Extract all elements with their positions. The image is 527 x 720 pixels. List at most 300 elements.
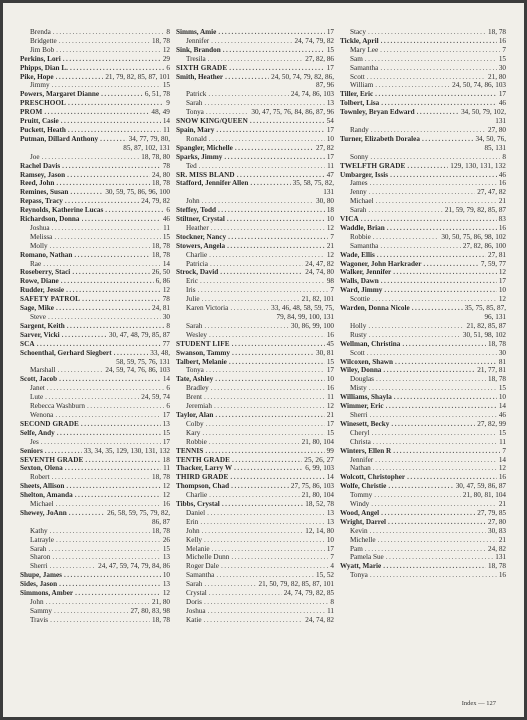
dot-leader [50, 527, 150, 536]
index-entry [340, 108, 506, 126]
entry-pages-continued: 87, 96 [316, 81, 334, 90]
index-entry [340, 553, 506, 562]
entry-name: Misty [350, 384, 367, 393]
entry-pages: 6 [166, 63, 170, 72]
index-entry [340, 188, 506, 197]
index-entry [340, 366, 506, 375]
index-entry [20, 242, 170, 251]
entry-name: Stafford, Jennifer Allen [176, 179, 249, 188]
dot-leader [59, 580, 161, 589]
index-entry [176, 206, 334, 215]
entry-pages: 15, 52 [316, 571, 334, 580]
index-entry [340, 28, 506, 37]
index-entry [340, 295, 506, 304]
entry-name: Stacy [350, 28, 366, 36]
index-entry [20, 126, 170, 135]
index-entry [20, 589, 170, 598]
dot-leader [376, 197, 497, 206]
index-entry [340, 242, 506, 251]
entry-name: Pruitt, Casie [20, 117, 59, 126]
dot-leader [393, 268, 497, 277]
entry-pages: 17 [498, 277, 506, 286]
entry-pages-continued: 58, 59, 75, 76, 131 [116, 357, 170, 366]
entry-pages: 21, 59, 79, 82, 85, 87 [444, 206, 506, 215]
entry-name: VICA [340, 215, 359, 224]
entry-name: William [350, 81, 374, 90]
entry-pages: 10 [326, 134, 334, 143]
entry-name: Holly [350, 321, 367, 330]
entry-name: Simms, Amie [176, 28, 217, 36]
dot-leader [218, 28, 324, 37]
index-entry [340, 260, 506, 269]
entry-pages-continued: 131 [323, 188, 334, 197]
entry-pages: 12 [326, 223, 334, 232]
entry-pages: 45 [326, 339, 334, 348]
index-entry [340, 545, 506, 554]
dot-leader [65, 197, 139, 206]
entry-pages: 18, 78 [152, 179, 170, 188]
entry-pages: 27, 82, 86, 100 [462, 241, 506, 250]
dot-leader [57, 429, 161, 438]
index-entry [340, 411, 506, 420]
entry-name: Doris [186, 598, 202, 606]
entry-name: Putman, Dillard Anthony [20, 134, 99, 143]
entry-pages: 17 [326, 63, 334, 72]
dot-leader [48, 545, 160, 554]
entry-pages: 35, 75, 85, 87, [464, 304, 506, 313]
entry-pages: 27, 80 [488, 517, 506, 526]
entry-name: Nathan [350, 464, 371, 473]
dot-leader [69, 509, 105, 518]
entry-pages: 78 [162, 295, 170, 304]
entry-pages: 24, 47, 59, 74, 79, 84, 86 [98, 562, 170, 571]
entry-pages: 33, 48, [150, 348, 170, 357]
index-entry [340, 286, 506, 295]
entry-name: Wade, Ellis [340, 250, 375, 259]
entry-name: Wiley, Donna [340, 366, 382, 375]
entry-name: Sides, Jason [20, 580, 58, 589]
entry-pages: 17 [162, 410, 170, 419]
index-entry [176, 447, 334, 456]
entry-pages: 30, 50, 75, 86, 98, 102 [441, 232, 506, 241]
dot-leader [373, 233, 440, 242]
dot-leader [63, 55, 161, 64]
entry-name: Smith, Heather [176, 72, 224, 81]
entry-pages: 6 [166, 384, 170, 393]
dot-leader [56, 500, 161, 509]
index-entry [176, 153, 334, 162]
index-entry [340, 491, 506, 500]
dot-leader [383, 366, 475, 375]
entry-pages: 21, 50, 79, 82, 85, 87, 101 [258, 580, 334, 589]
dot-leader [232, 349, 314, 358]
index-entry [176, 233, 334, 242]
dot-leader [52, 553, 160, 562]
entry-pages: 21, 79, 82, 85, 87, 101 [105, 72, 170, 81]
index-entry [176, 304, 334, 322]
index-entry [340, 571, 506, 580]
entry-name: SNOW KING/QUEEN [176, 117, 248, 126]
dot-leader [52, 473, 150, 482]
entry-pages: 8 [166, 28, 170, 36]
entry-name: Scott [350, 348, 365, 357]
entry-name: Travis [30, 615, 49, 624]
dot-leader [56, 46, 161, 55]
dot-leader [54, 233, 160, 242]
entry-name: Sherri [30, 562, 48, 571]
entry-name: Charlie [186, 250, 208, 259]
index-entry [176, 366, 334, 375]
entry-pages: 7 [502, 45, 506, 54]
dot-leader [50, 242, 150, 251]
entry-pages: 14 [162, 259, 170, 268]
index-entry [176, 536, 334, 545]
index-entry [20, 55, 170, 64]
entry-name: Jimmy [30, 81, 50, 90]
entry-pages: 8 [166, 321, 170, 330]
entry-pages: 16 [498, 223, 506, 232]
dot-leader [64, 571, 161, 580]
entry-name: Tibbs, Crystal [176, 500, 220, 509]
entry-name: Sharon [30, 553, 51, 562]
dot-leader [369, 331, 461, 340]
entry-name: Sheets, Allison [20, 482, 65, 491]
dot-leader [209, 251, 325, 260]
index-entry [20, 340, 170, 349]
entry-pages: 11 [163, 125, 170, 134]
entry-pages: 10 [326, 535, 334, 544]
entry-name: Tonya [350, 571, 368, 580]
entry-name: Sarah [186, 99, 203, 108]
entry-pages: 15 [498, 54, 506, 63]
entry-name: Kary [186, 428, 201, 437]
entry-name: TWELFTH GRADE [340, 161, 406, 170]
index-entry [340, 277, 506, 286]
entry-name: Cheryl [350, 428, 370, 437]
entry-pages: 21, 80, 104 [301, 437, 334, 446]
index-entry [20, 393, 170, 402]
entry-name: Tickle, April [340, 36, 379, 45]
entry-name: Sink, Brandon [176, 45, 221, 54]
entry-pages: 21 [498, 500, 506, 509]
index-entry [176, 509, 334, 518]
entry-pages: 16 [326, 384, 334, 393]
entry-name: Powers, Margaret Dianne [20, 90, 100, 99]
dot-leader [231, 553, 328, 562]
entry-pages: 14 [326, 473, 334, 482]
entry-name: Bradley [186, 384, 209, 393]
entry-name: John [186, 526, 200, 535]
dot-leader [209, 331, 325, 340]
index-entry [176, 126, 334, 135]
entry-pages: 30, 80 [316, 197, 334, 206]
page-footer: Index — 127 [461, 700, 496, 707]
entry-pages: 46 [498, 410, 506, 419]
index-entry [20, 438, 170, 447]
entry-pages: 34, 77, 79, 80, [128, 134, 170, 143]
entry-name: Sonny [350, 152, 369, 161]
dot-leader [388, 518, 486, 527]
entry-name: Winesett, Becky [340, 419, 390, 428]
entry-pages: 24, 81 [152, 304, 170, 313]
dot-leader [204, 616, 304, 625]
entry-name: Wolcott, Christopher [340, 473, 406, 482]
entry-name: SEVENTH GRADE [20, 455, 84, 464]
dot-leader [250, 179, 290, 188]
dot-leader [61, 277, 154, 286]
index-entry [176, 464, 334, 473]
dot-leader [371, 126, 486, 135]
entry-name: Reynolds, Katherine Lucas [20, 206, 104, 215]
dot-leader [228, 233, 328, 242]
dot-leader [229, 64, 324, 73]
entry-name: Pamela Sue [350, 553, 384, 562]
dot-leader [204, 393, 325, 402]
entry-pages: 24, 74, 82 [305, 615, 334, 624]
entry-pages: 30, 81 [316, 348, 334, 357]
dot-leader [209, 589, 282, 598]
entry-pages: 18, 78 [488, 339, 506, 348]
entry-name: Sarah [186, 580, 203, 589]
index-entry [20, 46, 170, 55]
entry-pages: 17 [162, 437, 170, 446]
dot-leader [229, 358, 325, 367]
dot-leader [370, 571, 497, 580]
index-entry [340, 73, 506, 82]
index-entry [20, 286, 170, 295]
dot-leader [210, 260, 303, 269]
entry-name: Townley, Bryan Edward [340, 108, 415, 117]
entry-pages: 30, 51, 98, 102 [462, 330, 506, 339]
entry-pages: 25, 26, 27 [304, 455, 334, 464]
dot-leader [41, 438, 161, 447]
entry-pages: 12 [498, 295, 506, 304]
dot-leader [372, 295, 497, 304]
entry-pages: 46 [498, 99, 506, 108]
entry-name: John [30, 598, 44, 606]
entry-pages: 26, 58, 59, 75, 79, 82, [107, 508, 170, 517]
entry-name: Molly [30, 241, 48, 250]
entry-name: Puckett, Heath [20, 125, 66, 134]
dot-leader [204, 580, 256, 589]
dot-leader [59, 375, 161, 384]
entry-pages: 98 [326, 277, 334, 286]
entry-name: Warden, Donna Nicole [340, 304, 410, 313]
entry-name: Remines, Susan [20, 188, 69, 197]
entry-name: SR. MISS BLAND [176, 170, 235, 179]
entry-pages: 15 [162, 232, 170, 241]
index-entry [176, 340, 334, 349]
entry-pages: 21, 80, 104 [301, 491, 334, 500]
dot-leader [390, 171, 497, 180]
index-entry [340, 90, 506, 99]
entry-pages: 24, 47, 82 [305, 259, 334, 268]
entry-name: SIXTH GRADE [176, 63, 228, 72]
dot-leader [376, 375, 486, 384]
entry-name: Sarah [186, 321, 203, 330]
entry-pages: 131 [495, 553, 506, 562]
dot-leader [370, 179, 497, 188]
dot-leader [387, 224, 497, 233]
entry-pages-continued: 85, 131 [484, 143, 506, 152]
index-entry [176, 375, 334, 384]
entry-pages: 16 [498, 36, 506, 45]
index-entry [20, 197, 170, 206]
entry-pages: 10 [326, 215, 334, 224]
entry-name: Joshua [186, 606, 206, 615]
index-entry [176, 162, 334, 171]
entry-name: THIRD GRADE [176, 473, 229, 482]
index-entry [340, 536, 506, 545]
dot-leader [423, 260, 478, 269]
entry-pages: 26, 50 [152, 268, 170, 277]
index-entry [176, 598, 334, 607]
index-entry [20, 188, 170, 197]
entry-pages: 18, 78, 80 [141, 152, 170, 161]
dot-leader [202, 295, 300, 304]
entry-pages: 24, 74, 86, 103 [290, 90, 334, 99]
entry-name: Taylor, Alan [176, 410, 214, 419]
entry-pages: 14 [162, 117, 170, 126]
entry-pages: 21 [326, 241, 334, 250]
index-entry [20, 562, 170, 571]
index-entry [340, 349, 506, 358]
entry-name: Patricia [186, 259, 208, 268]
entry-name: Jeremiah [186, 402, 212, 411]
dot-leader [56, 536, 161, 545]
entry-pages: 15 [162, 81, 170, 90]
index-entry [20, 473, 170, 482]
dot-leader [200, 518, 324, 527]
entry-pages: 34, 50, 76, [475, 134, 506, 143]
dot-leader [224, 153, 324, 162]
dot-leader [204, 536, 325, 545]
index-entry [20, 536, 170, 545]
index-entry [340, 46, 506, 55]
entry-pages: 26 [162, 535, 170, 544]
entry-pages: 15 [162, 428, 170, 437]
entry-name: Samantha [350, 241, 379, 250]
dot-leader [62, 162, 161, 171]
entry-pages: 14 [162, 375, 170, 384]
dot-leader [50, 562, 97, 571]
entry-pages: 15 [326, 357, 334, 366]
entry-pages: 18, 52, 78 [305, 500, 334, 509]
entry-name: Ward, Jimmy [340, 286, 383, 295]
index-entry [340, 482, 506, 491]
entry-name: Melissa [30, 232, 53, 241]
entry-pages: 4 [330, 562, 334, 571]
entry-pages: 24, 79, 82 [141, 197, 170, 206]
dot-leader [377, 251, 486, 260]
entry-pages: 27, 75, 86, 103 [290, 482, 334, 491]
index-entry [20, 607, 170, 616]
entry-name: John [186, 197, 200, 206]
entry-name: Swanson, Tammy [176, 348, 230, 357]
entry-pages: 18, 78 [488, 28, 506, 36]
entry-name: SECOND GRADE [20, 419, 79, 428]
index-entry [20, 179, 170, 188]
dot-leader [101, 90, 143, 99]
index-entry [20, 313, 170, 322]
entry-name: Jenny [350, 188, 367, 197]
dot-leader [369, 188, 475, 197]
index-entry [20, 411, 170, 420]
dot-leader [75, 589, 161, 598]
entry-pages: 30, 83 [488, 526, 506, 535]
entry-name: Tolbert, Lisa [340, 99, 380, 108]
entry-pages-continued: 79, 84, 99, 100, 131 [276, 313, 334, 321]
index-entry [176, 46, 334, 55]
entry-pages: 12 [162, 589, 170, 598]
entry-pages: 12 [498, 464, 506, 473]
index-entry [20, 366, 170, 375]
index-entry [176, 55, 334, 64]
entry-name: Stockner, Nancy [176, 232, 227, 241]
entry-name: Thacker, Larry W [176, 464, 233, 473]
dot-leader [417, 108, 459, 117]
dot-leader [369, 384, 497, 393]
entry-name: Schoenthal, Gerhard Siegbert [20, 348, 112, 357]
dot-leader [407, 473, 497, 482]
index-entry [20, 447, 170, 456]
dot-leader [386, 402, 497, 411]
dot-leader [368, 28, 486, 37]
dot-leader [87, 402, 164, 411]
entry-name: Heather [186, 223, 209, 232]
index-entry [176, 438, 334, 447]
dot-leader [82, 215, 161, 224]
index-entry [20, 527, 170, 536]
entry-pages: 54 [326, 117, 334, 126]
entry-name: Stiltner, Crystal [176, 215, 225, 224]
index-entry [340, 429, 506, 438]
index-entry [176, 260, 334, 269]
entry-pages: 11 [499, 437, 506, 446]
index-entry [20, 331, 170, 340]
dot-leader [371, 500, 497, 509]
entry-name: SCA [20, 339, 35, 348]
index-entry [176, 277, 334, 286]
index-entry [20, 251, 170, 260]
entry-pages: 6, 51, 78 [144, 90, 170, 99]
dot-leader [230, 473, 324, 482]
index-entry [20, 215, 170, 224]
dot-leader [375, 90, 497, 99]
dot-leader [67, 322, 165, 331]
dot-leader [198, 286, 329, 295]
index-entry [340, 402, 506, 411]
dot-leader [222, 500, 303, 509]
entry-name: Joe [30, 152, 40, 161]
entry-name: Iris [186, 286, 196, 295]
entry-name: Sarver, Vicki [20, 330, 60, 339]
dot-leader [215, 411, 324, 420]
entry-pages: 7 [330, 286, 334, 295]
entry-pages: 14 [498, 455, 506, 464]
entry-pages: 18, 78 [152, 241, 170, 250]
dot-leader [53, 28, 165, 37]
index-entry [20, 171, 170, 180]
index-entry [20, 456, 170, 465]
entry-pages: 10 [498, 393, 506, 402]
entry-pages: 33, 46, 48, 58, 59, 75, [271, 304, 334, 313]
entry-name: Ronald [186, 134, 207, 143]
index-entry [20, 206, 170, 215]
entry-name: Winters, Ellen R [340, 446, 392, 455]
entry-pages: 11 [327, 606, 334, 615]
dot-leader [372, 429, 497, 438]
